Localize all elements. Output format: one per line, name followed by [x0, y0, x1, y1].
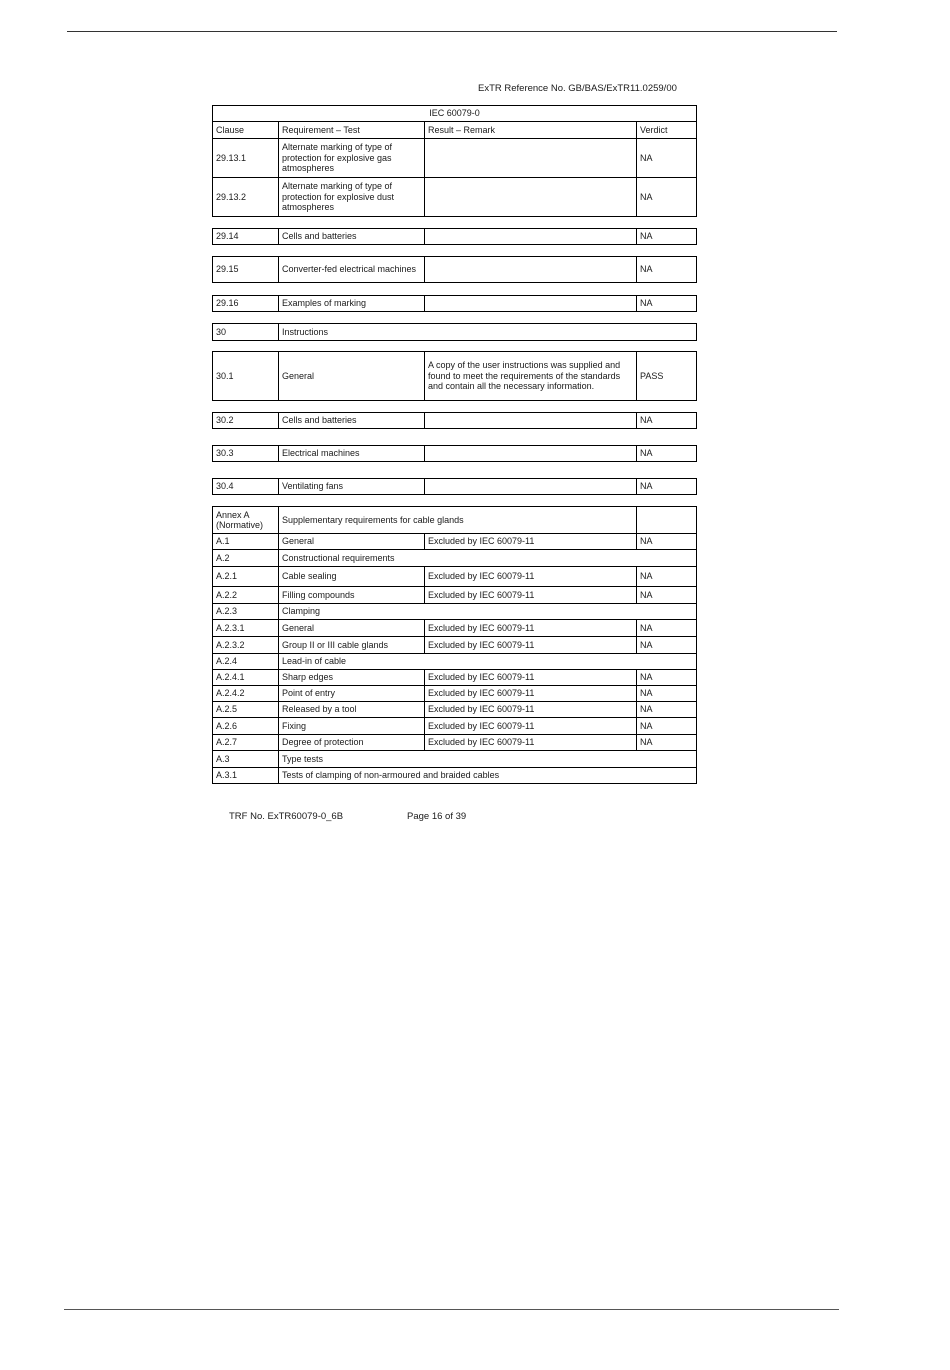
result-cell: Excluded by IEC 60079-11: [424, 567, 636, 586]
requirement-cell: General: [278, 534, 424, 549]
verdict-cell: NA: [636, 567, 696, 586]
bottom-rule: [64, 1309, 839, 1310]
clause-cell: Annex A (Normative): [216, 509, 264, 530]
result-cell: Excluded by IEC 60079-11: [424, 587, 636, 603]
table-row: [212, 256, 697, 283]
table-row: [213, 637, 696, 654]
requirement-cell: Group II or III cable glands: [278, 637, 424, 653]
clause-cell: A.2.3.2: [216, 639, 245, 650]
requirement-cell: Cells and batteries: [278, 413, 424, 428]
requirement-cell: Released by a tool: [278, 702, 424, 717]
table-row: [213, 718, 696, 735]
verdict-cell: [636, 507, 696, 533]
verdict-cell: NA: [636, 296, 696, 311]
table-title: IEC 60079-0: [429, 108, 480, 119]
footer-page-number: Page 16 of 39: [407, 811, 467, 822]
table-row: [213, 751, 696, 768]
table-row: [213, 702, 696, 718]
table-row: [213, 686, 696, 702]
requirement-cell: Constructional requirements: [278, 550, 696, 566]
verdict-cell: PASS: [636, 352, 696, 400]
header-result: Result – Remark: [424, 122, 636, 138]
result-cell: [424, 446, 636, 461]
table-row: [212, 228, 697, 245]
table-block-main: [212, 105, 697, 217]
table-title-row: [213, 106, 696, 122]
clause-cell: A.2.1: [216, 571, 238, 582]
table-row: [213, 587, 696, 604]
verdict-cell: NA: [636, 620, 696, 636]
verdict-cell: NA: [636, 686, 696, 701]
verdict-cell: NA: [636, 446, 696, 461]
clause-cell: 29.16: [216, 298, 239, 309]
table-row: [213, 620, 696, 637]
requirement-cell: Examples of marking: [278, 296, 424, 311]
requirement-cell: Cells and batteries: [278, 229, 424, 244]
result-cell: [424, 479, 636, 494]
result-cell: A copy of the user instructions was supplied and found to meet the requirements of the standards and contain all the necessary information.: [424, 352, 636, 400]
header-verdict: Verdict: [636, 122, 696, 138]
table-row: [212, 478, 697, 495]
table-row: [213, 768, 696, 783]
result-cell: [424, 296, 636, 311]
table-row: [212, 445, 697, 462]
header-requirement: Requirement – Test: [278, 122, 424, 138]
clause-cell: 30.4: [216, 481, 234, 492]
verdict-cell: NA: [636, 229, 696, 244]
clause-cell: A.2.3: [216, 606, 238, 617]
footer-trf-number: TRF No. ExTR60079-0_6B: [229, 811, 344, 822]
clause-cell: A.2.2: [216, 589, 238, 600]
table-row: [212, 351, 697, 401]
requirement-cell: Supplementary requirements for cable glands: [278, 507, 636, 533]
verdict-cell: NA: [636, 735, 696, 750]
result-cell: [424, 178, 636, 216]
verdict-cell: NA: [636, 534, 696, 549]
clause-cell: A.2.4: [216, 656, 238, 667]
requirement-cell: Tests of clamping of non-armoured and braided cables: [278, 768, 696, 783]
requirement-cell: Lead-in of cable: [278, 654, 696, 669]
result-cell: Excluded by IEC 60079-11: [424, 670, 636, 685]
result-cell: [424, 139, 636, 177]
table-row: [212, 412, 697, 429]
clause-cell: A.2: [216, 552, 230, 563]
clause-cell: 29.13.1: [216, 152, 247, 163]
header-clause: Clause: [216, 124, 245, 135]
table-row: [212, 323, 697, 341]
clause-cell: A.1: [216, 536, 230, 547]
clause-cell: 30.3: [216, 448, 234, 459]
table-row: [213, 139, 696, 178]
result-cell: Excluded by IEC 60079-11: [424, 620, 636, 636]
requirement-cell: Degree of protection: [278, 735, 424, 750]
clause-cell: 29.13.2: [216, 191, 247, 202]
verdict-cell: NA: [636, 257, 696, 282]
result-cell: Excluded by IEC 60079-11: [424, 686, 636, 701]
clause-cell: 29.15: [216, 264, 239, 275]
verdict-cell: NA: [636, 178, 696, 216]
clause-cell: 30: [216, 326, 227, 337]
table-block-annex: [212, 506, 697, 784]
report-reference: ExTR Reference No. GB/BAS/ExTR11.0259/00: [478, 83, 677, 94]
requirement-cell: Instructions: [278, 324, 696, 340]
requirement-cell: Electrical machines: [278, 446, 424, 461]
table-row: [213, 534, 696, 550]
requirement-cell: Clamping: [278, 604, 696, 619]
requirement-cell: Sharp edges: [278, 670, 424, 685]
clause-cell: 30.1: [216, 370, 234, 381]
clause-cell: A.2.4.1: [216, 672, 245, 683]
verdict-cell: NA: [636, 587, 696, 603]
clause-cell: 30.2: [216, 415, 234, 426]
verdict-cell: NA: [636, 637, 696, 653]
result-cell: [424, 257, 636, 282]
table-row: [213, 654, 696, 670]
table-row: [213, 670, 696, 686]
requirement-cell: Alternate marking of type of protection for explosive dust atmospheres: [278, 178, 424, 216]
requirement-cell: Ventilating fans: [278, 479, 424, 494]
table-row: [212, 295, 697, 312]
requirement-cell: General: [278, 352, 424, 400]
clause-cell: A.2.7: [216, 737, 238, 748]
result-cell: [424, 413, 636, 428]
clause-cell: A.3.1: [216, 770, 238, 781]
result-cell: Excluded by IEC 60079-11: [424, 718, 636, 734]
verdict-cell: NA: [636, 718, 696, 734]
clause-cell: A.2.6: [216, 720, 238, 731]
requirement-cell: Converter-fed electrical machines: [278, 257, 424, 282]
requirement-cell: Alternate marking of type of protection for explosive gas atmospheres: [278, 139, 424, 177]
result-cell: Excluded by IEC 60079-11: [424, 702, 636, 717]
result-cell: Excluded by IEC 60079-11: [424, 637, 636, 653]
clause-cell: 29.14: [216, 231, 239, 242]
table-row: [213, 550, 696, 567]
annex-row: [213, 507, 696, 534]
clause-cell: A.2.3.1: [216, 622, 245, 633]
verdict-cell: NA: [636, 413, 696, 428]
clause-cell: A.3: [216, 753, 230, 764]
table-row: [213, 604, 696, 620]
table-header-row: [213, 122, 696, 139]
result-cell: Excluded by IEC 60079-11: [424, 534, 636, 549]
requirement-cell: Type tests: [278, 751, 696, 767]
requirement-cell: Cable sealing: [278, 567, 424, 586]
result-cell: [424, 229, 636, 244]
table-row: [213, 567, 696, 587]
table-row: [213, 735, 696, 751]
requirement-cell: General: [278, 620, 424, 636]
clause-cell: A.2.4.2: [216, 688, 245, 699]
result-cell: Excluded by IEC 60079-11: [424, 735, 636, 750]
table-row: [213, 178, 696, 216]
verdict-cell: NA: [636, 139, 696, 177]
top-rule: [67, 31, 837, 32]
requirement-cell: Point of entry: [278, 686, 424, 701]
verdict-cell: NA: [636, 479, 696, 494]
clause-cell: A.2.5: [216, 704, 238, 715]
verdict-cell: NA: [636, 670, 696, 685]
requirement-cell: Filling compounds: [278, 587, 424, 603]
verdict-cell: NA: [636, 702, 696, 717]
requirement-cell: Fixing: [278, 718, 424, 734]
